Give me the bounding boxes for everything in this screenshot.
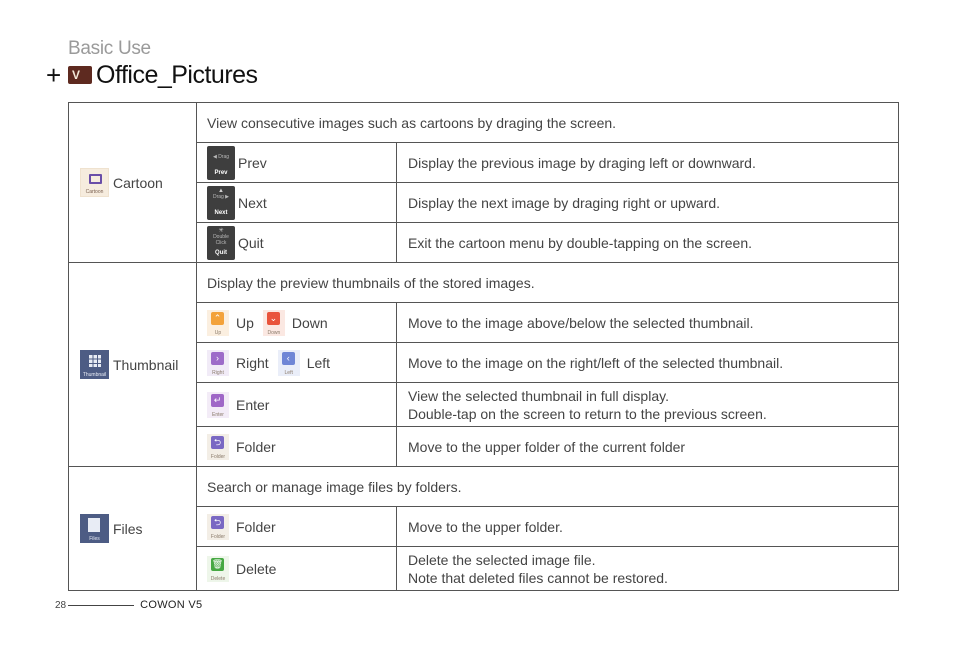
enter-icon: ↵ Enter [207, 392, 229, 418]
control-description: Exit the cartoon menu by double-tapping on the screen. [397, 223, 899, 263]
control-label: Folder [236, 518, 276, 535]
category-label: Files [113, 520, 143, 537]
control-label: Next [238, 194, 267, 211]
control-prev [197, 143, 397, 183]
next-gesture-icon: ▲ Drag ▶ Next [207, 186, 235, 220]
trash-icon: 🗑 Delete [207, 556, 229, 582]
control-description: Delete the selected image file. Note that deleted files cannot be restored. [397, 547, 899, 591]
arrow-down-icon: ⌄ Down [263, 310, 285, 336]
footer-divider [68, 605, 134, 606]
control-label: Enter [236, 396, 270, 413]
control-delete [197, 547, 397, 591]
brand-name: COWON V5 [140, 599, 203, 611]
control-enter [197, 383, 397, 427]
arrow-left-icon: ‹ Left [278, 350, 300, 376]
control-quit [197, 223, 397, 263]
table-row [69, 103, 899, 143]
category-files [69, 467, 197, 591]
control-description: Move to the upper folder of the current folder [397, 427, 899, 467]
category-description: View consecutive images such as cartoons by draging the screen. [197, 103, 899, 143]
page-footer [55, 599, 202, 611]
control-label: Down [291, 314, 328, 331]
control-label: Prev [238, 154, 267, 171]
control-up-down [197, 303, 397, 343]
control-right-left [197, 343, 397, 383]
category-description: Search or manage image files by folders. [197, 467, 899, 507]
category-description: Display the preview thumbnails of the stored images. [197, 263, 899, 303]
double-tap-gesture-icon: ✳ Double Click Quit [207, 226, 235, 260]
category-thumbnail [69, 263, 197, 467]
logo-letter: V [72, 68, 80, 82]
function-table [68, 102, 899, 591]
page-title: Office_Pictures [96, 60, 258, 89]
table-row [69, 467, 899, 507]
plus-mark: + [46, 60, 62, 90]
control-folder [197, 507, 397, 547]
folder-up-icon: ⮌ Folder [207, 514, 229, 540]
control-label: Quit [238, 234, 264, 251]
control-label: Left [306, 354, 331, 371]
table-row [69, 263, 899, 303]
control-description: Display the next image by draging right or upward. [397, 183, 899, 223]
control-label: Right [236, 354, 269, 371]
category-label: Cartoon [113, 174, 163, 191]
control-folder [197, 427, 397, 467]
files-icon: Files [80, 514, 109, 543]
control-description: View the selected thumbnail in full display. Double-tap on the screen to return to the previous screen. [397, 383, 899, 427]
control-description: Move to the image above/below the selected thumbnail. [397, 303, 899, 343]
office-pictures-logo-icon [68, 66, 92, 84]
folder-up-icon: ⮌ Folder [207, 434, 229, 460]
control-description: Display the previous image by draging left or downward. [397, 143, 899, 183]
control-label: Up [236, 314, 254, 331]
control-next [197, 183, 397, 223]
arrow-right-icon: › Right [207, 350, 229, 376]
control-description: Move to the upper folder. [397, 507, 899, 547]
control-description: Move to the image on the right/left of the selected thumbnail. [397, 343, 899, 383]
cartoon-icon: Cartoon [80, 168, 109, 197]
page-number: 28 [55, 599, 67, 611]
page-heading [46, 60, 258, 90]
thumbnail-grid-icon: Thumbnail [80, 350, 109, 379]
control-label: Folder [236, 438, 276, 455]
category-label: Thumbnail [113, 356, 179, 373]
prev-gesture-icon: ◀ Drag Prev [207, 146, 235, 180]
control-label: Delete [236, 560, 277, 577]
category-cartoon [69, 103, 197, 263]
section-title: Basic Use [68, 38, 151, 59]
arrow-up-icon: ⌃ Up [207, 310, 229, 336]
